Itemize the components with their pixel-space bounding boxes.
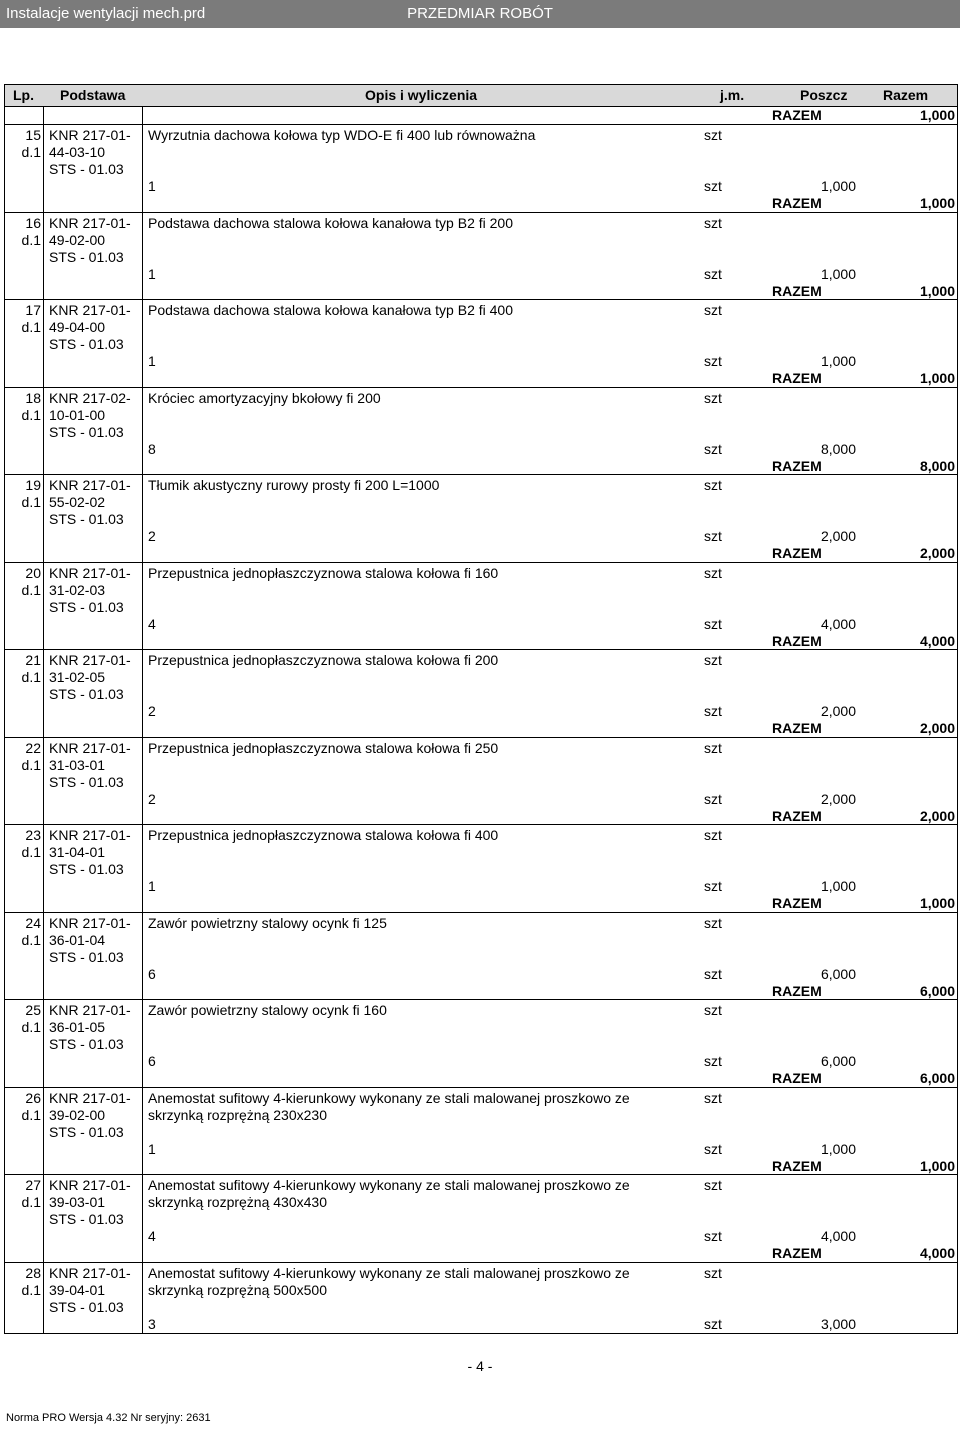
header-lp: Lp. [13, 87, 34, 103]
calculation-unit: szt [704, 790, 722, 807]
quantity-calculation: 1 [148, 1140, 156, 1157]
total-label: RAZEM [772, 195, 822, 211]
unit: szt [704, 1002, 722, 1018]
basis-code-line2: 49-04-00 [49, 319, 106, 335]
unit: szt [704, 214, 722, 231]
item-subnumber: d.1 [21, 406, 41, 423]
basis-code-line2: 44-03-10 [49, 144, 106, 160]
basis-code-line1: KNR 217-01- [49, 1089, 131, 1106]
item-number: 23 [25, 827, 41, 843]
total-value: 2,000 [919, 807, 955, 824]
header-opis: Opis i wyliczenia [365, 87, 478, 103]
calculation-unit: szt [704, 878, 722, 894]
calculation-unit: szt [704, 528, 722, 544]
item-number: 21 [25, 652, 41, 668]
row-divider [5, 737, 957, 738]
item-number: 16 [25, 214, 41, 231]
total-label: RAZEM [772, 282, 822, 299]
unit: szt [704, 477, 722, 493]
basis-code-line2: 49-02-00 [49, 231, 106, 248]
unit: szt [704, 1264, 722, 1281]
total-label: RAZEM [772, 545, 822, 561]
item-subnumber: d.1 [21, 1019, 41, 1035]
partial-quantity: 4,000 [820, 1228, 856, 1244]
table-row [5, 387, 957, 474]
item-description: Podstawa dachowa stalowa kołowa kanałowa typ B2 fi 400 [148, 302, 513, 318]
basis-code-line1: KNR 217-01- [49, 1177, 131, 1193]
partial-quantity: 2,000 [820, 703, 856, 719]
basis-code-line2: 39-02-00 [49, 1106, 106, 1123]
total-label: RAZEM [772, 370, 822, 386]
item-description: Podstawa dachowa stalowa kołowa kanałowa typ B2 fi 200 [148, 214, 513, 231]
table-header [5, 85, 957, 107]
basis-code-line1: KNR 217-01- [49, 1002, 131, 1018]
row-divider [5, 562, 957, 563]
item-number: 28 [25, 1264, 41, 1281]
item-description: Zawór powietrzny stalowy ocynk fi 160 [148, 1002, 387, 1018]
top-razem-value: 1,000 [919, 107, 955, 123]
partial-quantity: 1,000 [820, 178, 856, 194]
quantity-calculation: 2 [148, 790, 156, 807]
total-value: 2,000 [919, 545, 955, 561]
basis-code-line2: 36-01-04 [49, 931, 106, 948]
header-poszcz: Poszcz [800, 87, 848, 103]
partial-quantity: 3,000 [820, 1315, 856, 1332]
item-number: 24 [25, 914, 41, 931]
calculation-unit: szt [704, 178, 722, 194]
basis-code-line1: KNR 217-02- [49, 389, 131, 406]
basis-code-line3: STS - 01.03 [49, 1123, 124, 1140]
basis-code-line3: STS - 01.03 [49, 1036, 124, 1052]
total-value: 2,000 [919, 720, 955, 736]
item-subnumber: d.1 [21, 1281, 41, 1298]
total-value: 8,000 [919, 457, 955, 474]
row-divider [5, 912, 957, 913]
calculation-unit: szt [704, 1140, 722, 1157]
partial-quantity: 2,000 [820, 790, 856, 807]
unit: szt [704, 302, 722, 318]
basis-code-line1: KNR 217-01- [49, 214, 131, 231]
basis-code-line3: STS - 01.03 [49, 773, 124, 790]
unit: szt [704, 389, 722, 406]
basis-code-line3: STS - 01.03 [49, 861, 124, 877]
calculation-unit: szt [704, 615, 722, 632]
item-number: 20 [25, 564, 41, 581]
table-row [5, 999, 957, 1086]
unit: szt [704, 739, 722, 756]
item-description-line2: skrzynką rozprężną 230x230 [148, 1106, 327, 1123]
total-label: RAZEM [772, 720, 822, 736]
basis-code-line3: STS - 01.03 [49, 248, 124, 265]
calculation-unit: szt [704, 440, 722, 457]
software-footer: Norma PRO Wersja 4.32 Nr seryjny: 2631 [6, 1412, 211, 1424]
unit: szt [704, 652, 722, 668]
item-subnumber: d.1 [21, 319, 41, 335]
basis-code-line2: 31-02-05 [49, 669, 106, 685]
calculation-unit: szt [704, 703, 722, 719]
total-label: RAZEM [772, 457, 822, 474]
basis-code-line3: STS - 01.03 [49, 1298, 124, 1315]
item-subnumber: d.1 [21, 669, 41, 685]
basis-code-line3: STS - 01.03 [49, 1211, 124, 1227]
item-subnumber: d.1 [21, 231, 41, 248]
row-divider [5, 387, 957, 388]
item-subnumber: d.1 [21, 1194, 41, 1210]
title-bar [0, 0, 960, 28]
table-row [5, 474, 957, 561]
total-value: 1,000 [919, 1157, 955, 1174]
item-description: Przepustnica jednopłaszczyznowa stalowa kołowa fi 400 [148, 827, 499, 843]
total-label: RAZEM [772, 807, 822, 824]
total-label: RAZEM [772, 895, 822, 911]
quantity-calculation: 8 [148, 440, 156, 457]
document-file-name: Instalacje wentylacji mech.prd [6, 5, 206, 22]
total-label: RAZEM [772, 1070, 822, 1086]
table-row [5, 1087, 957, 1174]
table-row [5, 124, 957, 211]
unit: szt [704, 127, 722, 143]
item-number: 19 [25, 477, 41, 493]
total-value: 1,000 [919, 195, 955, 211]
total-label: RAZEM [772, 632, 822, 649]
basis-code-line3: STS - 01.03 [49, 948, 124, 965]
table-row [5, 912, 957, 999]
calculation-unit: szt [704, 965, 722, 982]
item-number: 22 [25, 739, 41, 756]
item-description: Przepustnica jednopłaszczyznowa stalowa kołowa fi 160 [148, 564, 499, 581]
item-description: Przepustnica jednopłaszczyznowa stalowa kołowa fi 200 [148, 652, 499, 668]
basis-code-line2: 31-03-01 [49, 756, 106, 773]
partial-quantity: 8,000 [820, 440, 856, 457]
calculation-unit: szt [704, 1315, 722, 1332]
calculation-unit: szt [704, 265, 722, 282]
item-subnumber: d.1 [21, 144, 41, 160]
total-label: RAZEM [772, 1157, 822, 1174]
quantity-calculation: 1 [148, 353, 156, 369]
quantity-calculation: 2 [148, 703, 156, 719]
total-label: RAZEM [772, 1245, 822, 1261]
partial-quantity: 1,000 [820, 353, 856, 369]
basis-code-line2: 55-02-02 [49, 494, 106, 510]
row-divider [5, 299, 957, 300]
partial-quantity: 6,000 [820, 1053, 856, 1069]
basis-code-line3: STS - 01.03 [49, 598, 124, 615]
quantity-calculation: 1 [148, 878, 156, 894]
partial-quantity: 1,000 [820, 878, 856, 894]
item-subnumber: d.1 [21, 931, 41, 948]
item-description: Wyrzutnia dachowa kołowa typ WDO-E fi 400 lub równoważna [148, 127, 536, 143]
item-number: 17 [25, 302, 41, 318]
item-subnumber: d.1 [21, 494, 41, 510]
basis-code-line1: KNR 217-01- [49, 652, 131, 668]
unit: szt [704, 827, 722, 843]
item-description: Anemostat sufitowy 4-kierunkowy wykonany ze stali malowanej proszkowo ze [148, 1177, 630, 1193]
quantity-calculation: 4 [148, 615, 156, 632]
basis-code-line1: KNR 217-01- [49, 914, 131, 931]
item-subnumber: d.1 [21, 1106, 41, 1123]
quantity-calculation: 6 [148, 1053, 156, 1069]
calculation-unit: szt [704, 1228, 722, 1244]
item-description: Anemostat sufitowy 4-kierunkowy wykonany ze stali malowanej proszkowo ze [148, 1089, 630, 1106]
row-divider [5, 649, 957, 650]
item-description-line2: skrzynką rozprężną 430x430 [148, 1194, 327, 1210]
quantity-calculation: 1 [148, 178, 156, 194]
page-number: - 4 - [467, 1358, 493, 1374]
item-description: Zawór powietrzny stalowy ocynk fi 125 [148, 914, 387, 931]
basis-code-line1: KNR 217-01- [49, 1264, 131, 1281]
quantity-calculation: 2 [148, 528, 156, 544]
partial-quantity: 1,000 [820, 1140, 856, 1157]
basis-code-line3: STS - 01.03 [49, 423, 124, 440]
calculation-unit: szt [704, 1053, 722, 1069]
basis-code-line3: STS - 01.03 [49, 511, 124, 527]
item-number: 26 [25, 1089, 41, 1106]
item-number: 18 [25, 389, 41, 406]
item-subnumber: d.1 [21, 844, 41, 860]
total-value: 4,000 [919, 632, 955, 649]
basis-code-line3: STS - 01.03 [49, 161, 124, 177]
total-value: 1,000 [919, 370, 955, 386]
table-row [5, 824, 957, 911]
unit: szt [704, 1089, 722, 1106]
partial-quantity: 4,000 [820, 615, 856, 632]
item-description: Tłumik akustyczny rurowy prosty fi 200 L=1000 [148, 477, 440, 493]
basis-code-line2: 31-02-03 [49, 581, 106, 598]
total-value: 6,000 [919, 1070, 955, 1086]
basis-code-line2: 39-04-01 [49, 1281, 106, 1298]
total-label: RAZEM [772, 982, 822, 999]
basis-code-line1: KNR 217-01- [49, 302, 131, 318]
row-divider [5, 1174, 957, 1175]
partial-quantity: 2,000 [820, 528, 856, 544]
partial-quantity: 1,000 [820, 265, 856, 282]
header-podstawa: Podstawa [60, 87, 126, 103]
item-number: 15 [25, 127, 41, 143]
total-value: 4,000 [919, 1245, 955, 1261]
header-jm: j.m. [720, 87, 745, 103]
table-row [5, 649, 957, 736]
row-divider [5, 999, 957, 1000]
table-row [5, 1174, 957, 1261]
basis-code-line2: 31-04-01 [49, 844, 106, 860]
quantity-calculation: 3 [148, 1315, 156, 1332]
item-description: Anemostat sufitowy 4-kierunkowy wykonany ze stali malowanej proszkowo ze [148, 1264, 630, 1281]
basis-code-line1: KNR 217-01- [49, 827, 131, 843]
row-divider [5, 212, 957, 213]
basis-code-line2: 36-01-05 [49, 1019, 106, 1035]
quantity-calculation: 6 [148, 965, 156, 982]
table-row [5, 212, 957, 299]
row-divider [5, 124, 957, 125]
total-value: 1,000 [919, 895, 955, 911]
document-title: PRZEDMIAR ROBÓT [407, 5, 553, 22]
basis-code-line3: STS - 01.03 [49, 336, 124, 352]
basis-code-line1: KNR 217-01- [49, 739, 131, 756]
item-subnumber: d.1 [21, 581, 41, 598]
basis-code-line2: 10-01-00 [49, 406, 106, 423]
row-divider [5, 1262, 957, 1263]
row-divider [5, 824, 957, 825]
partial-quantity: 6,000 [820, 965, 856, 982]
basis-code-line1: KNR 217-01- [49, 564, 131, 581]
header-razem: Razem [883, 87, 929, 103]
basis-code-line3: STS - 01.03 [49, 686, 124, 702]
unit: szt [704, 1177, 722, 1193]
top-razem-label: RAZEM [772, 107, 822, 123]
bill-of-quantities-table [4, 84, 958, 1334]
table-row [5, 299, 957, 386]
total-value: 6,000 [919, 982, 955, 999]
item-description: Przepustnica jednopłaszczyznowa stalowa kołowa fi 250 [148, 739, 499, 756]
table-row [5, 737, 957, 824]
quantity-calculation: 1 [148, 265, 156, 282]
row-divider [5, 1087, 957, 1088]
calculation-unit: szt [704, 353, 722, 369]
item-description: Króciec amortyzacyjny bkołowy fi 200 [148, 389, 381, 406]
item-number: 27 [25, 1177, 41, 1193]
unit: szt [704, 564, 722, 581]
item-number: 25 [25, 1002, 41, 1018]
item-subnumber: d.1 [21, 756, 41, 773]
item-description-line2: skrzynką rozprężną 500x500 [148, 1281, 327, 1298]
quantity-calculation: 4 [148, 1228, 156, 1244]
table-row [5, 562, 957, 649]
basis-code-line1: KNR 217-01- [49, 477, 131, 493]
table-row [5, 1262, 957, 1349]
basis-code-line1: KNR 217-01- [49, 127, 131, 143]
basis-code-line2: 39-03-01 [49, 1194, 106, 1210]
row-divider [5, 474, 957, 475]
total-value: 1,000 [919, 282, 955, 299]
unit: szt [704, 914, 722, 931]
